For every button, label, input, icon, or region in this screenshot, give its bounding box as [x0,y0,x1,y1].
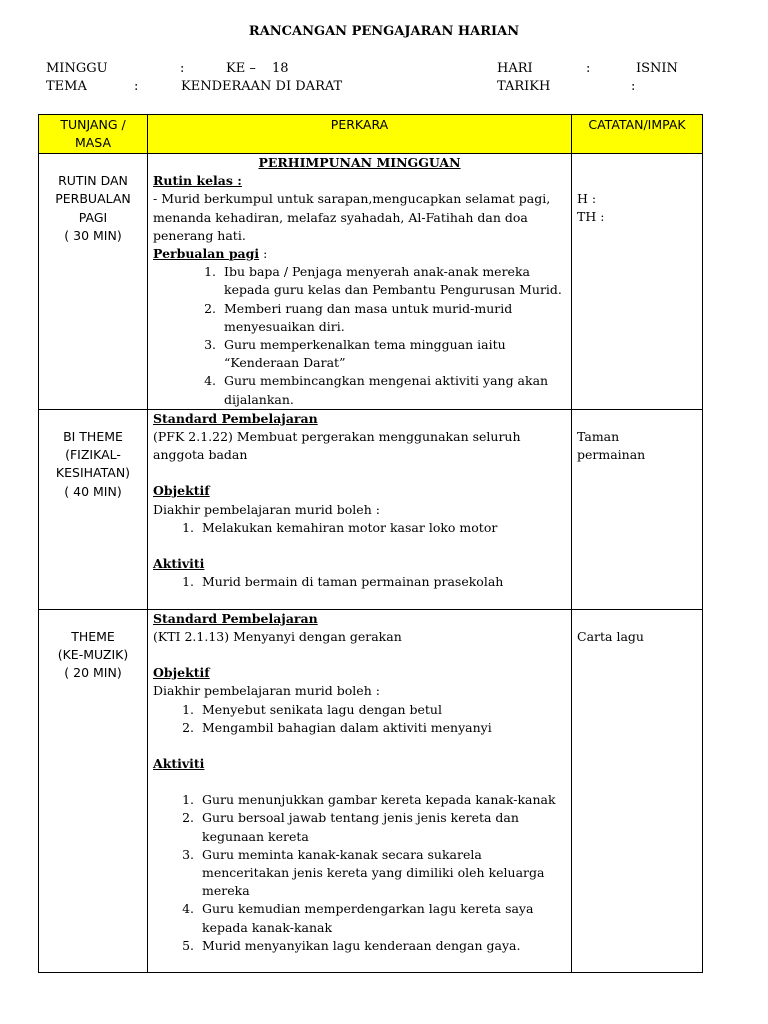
catatan-line: H : [577,191,597,206]
perbualan-colon: : [259,246,268,262]
masa-line: PAGI [78,209,108,225]
catatan-cell [572,409,703,609]
list-item: 3. Guru meminta kanak-kanak secara sukarela menceritakan jenis kereta yang dimiliki oleh keluarga mereka [198,846,566,901]
minggu-label: MINGGU [46,61,108,76]
masa-line: ( 40 MIN) [64,483,122,499]
aktiviti-label: Aktiviti [153,756,205,772]
tema-label: TEMA [46,79,87,94]
hari-value: ISNIN [636,61,678,76]
perbualan-label: Perbualan pagi [153,246,260,262]
standard-label: Standard Pembelajaran [153,610,318,626]
perkara-cell [148,409,572,609]
rutin-label: Rutin kelas : [153,173,242,189]
catatan-cell [572,609,703,972]
standard-text: (KTI 2.1.13) Menyanyi dengan gerakan [153,629,402,645]
table-header-row [39,115,703,154]
minggu-value: KE – [226,61,256,76]
list-item: 2. Mengambil bahagian dalam aktiviti menyanyi [198,719,566,737]
column-header-catatan: CATATAN/IMPAK [572,115,703,154]
list-item: 1. Melakukan kemahiran motor kasar loko motor [198,519,566,537]
list-item: 2. Guru bersoal jawab tentang jenis jenis kereta dan kegunaan kereta [198,809,566,845]
column-header-perkara: PERKARA [148,115,572,154]
list-item: 1. Guru menunjukkan gambar kereta kepada kanak-kanak [198,791,566,809]
objektif-intro: Diakhir pembelajaran murid boleh : [153,501,380,517]
catatan-line: permainan [577,447,646,463]
list-item: 5. Murid menyanyikan lagu kenderaan dengan gaya. [198,937,566,955]
objektif-label: Objektif [153,665,210,681]
rutin-text: - Murid berkumpul untuk sarapan,mengucapkan selamat pagi, menanda kehadiran, melafaz syahadah, Al-Fatihah dan doa penerang hati. [153,191,551,243]
catatan-line: Taman [577,428,620,444]
catatan-cell [572,154,703,410]
masa-line: THEME [71,628,115,644]
hari-label: HARI [497,61,533,76]
minggu-colon: : [180,61,185,76]
page-title: RANCANGAN PENGAJARAN HARIAN [248,24,520,39]
masa-line: BI THEME [63,428,123,444]
table-row [39,609,703,972]
hari-colon: : [586,61,591,76]
tarikh-colon: : [631,79,636,94]
table-row [39,154,703,410]
tema-colon: : [134,79,139,94]
aktiviti-label: Aktiviti [153,556,205,572]
catatan-line: Carta lagu [577,628,644,644]
lesson-plan-table [38,114,703,973]
list-item: 1. Murid bermain di taman permainan prasekolah [198,573,566,591]
perkara-cell [148,609,572,972]
section-heading: PERHIMPUNAN MINGGUAN [258,155,461,170]
minggu-number: 18 [272,61,289,76]
tema-value: KENDERAAN DI DARAT [181,79,343,94]
list-item: 1. Menyebut senikata lagu dengan betul [198,701,566,719]
list-item: 4. Guru kemudian memperdengarkan lagu kereta saya kepada kanak-kanak [198,900,566,936]
list-item: 2. Memberi ruang dan masa untuk murid-murid menyesuaikan diri. [220,300,566,336]
masa-line: ( 30 MIN) [64,227,122,243]
list-item: 1. Ibu bapa / Penjaga menyerah anak-anak mereka kepada guru kelas dan Pembantu Pengurusan Murid. [220,263,566,299]
standard-label: Standard Pembelajaran [153,410,318,426]
objektif-intro: Diakhir pembelajaran murid boleh : [153,683,380,699]
list-item: 3. Guru memperkenalkan tema mingguan iaitu “Kenderaan Darat” [220,336,566,372]
masa-line: RUTIN DAN [58,173,128,188]
catatan-line: TH : [577,209,605,225]
tarikh-label: TARIKH [497,79,551,94]
objektif-label: Objektif [153,483,210,499]
perkara-cell [148,154,572,410]
column-header-masa: TUNJANG / MASA [39,115,148,154]
table-row [39,409,703,609]
masa-line: (FIZIKAL- [65,447,121,463]
masa-cell [39,609,148,972]
masa-cell [39,154,148,410]
masa-line: ( 20 MIN) [64,665,122,681]
standard-text: (PFK 2.1.22) Membuat pergerakan menggunakan seluruh anggota badan [153,429,521,463]
list-item: 4. Guru membincangkan mengenai aktiviti yang akan dijalankan. [220,372,566,408]
masa-cell [39,409,148,609]
masa-line: (KE-MUZIK) [57,647,129,663]
masa-line: KESIHATAN) [55,465,131,481]
masa-line: PERBUALAN [55,191,131,207]
